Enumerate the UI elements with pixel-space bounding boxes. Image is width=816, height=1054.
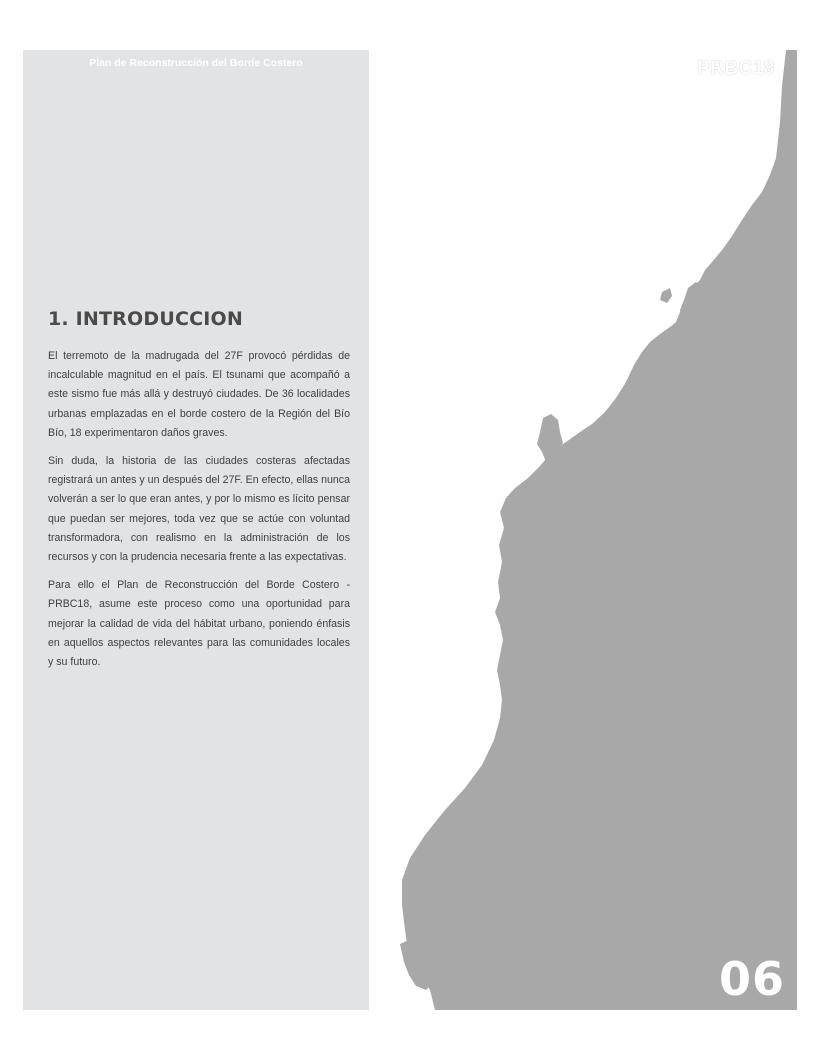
section-title: 1. INTRODUCCION [48, 308, 243, 330]
body-text [48, 347, 350, 681]
paragraph: Para ello el Plan de Reconstrucción del Borde Costero - PRBC18, asume este proceso como una oportunidad para mejorar la calidad de vida del hábitat urbano, poniendo énfasis en aquellos aspectos relevantes para las comunidades locales y su futuro. [48, 579, 350, 669]
text-panel [23, 50, 369, 1010]
page-number: 06 [718, 952, 785, 1006]
paragraph: Sin duda, la historia de las ciudades costeras afectadas registrará un antes y un después del 27F. En efecto, ellas nunca volverán a ser lo que eran antes, y por lo mismo es lícito pensar que puedan ser mejores, toda vez que se actúe con voluntad transformadora, con realismo en la administración de los recursos y con la prudencia necesaria frente a las expectativas. [48, 455, 350, 564]
bay-islet [660, 288, 672, 303]
document-code: PRBC18 [697, 58, 775, 79]
document-header-title: Plan de Reconstrucción del Borde Costero [89, 57, 303, 69]
mainland-landmass [402, 50, 797, 1010]
paragraph: El terremoto de la madrugada del 27F provocó pérdidas de incalculable magnitud en el país. El tsunami que acompañó a este sismo fue más allá y destruyó ciudades. De 36 localidades urbanas emplazadas en el borde costero de la Región del Bío Bío, 18 experimentaron daños graves. [48, 350, 350, 439]
